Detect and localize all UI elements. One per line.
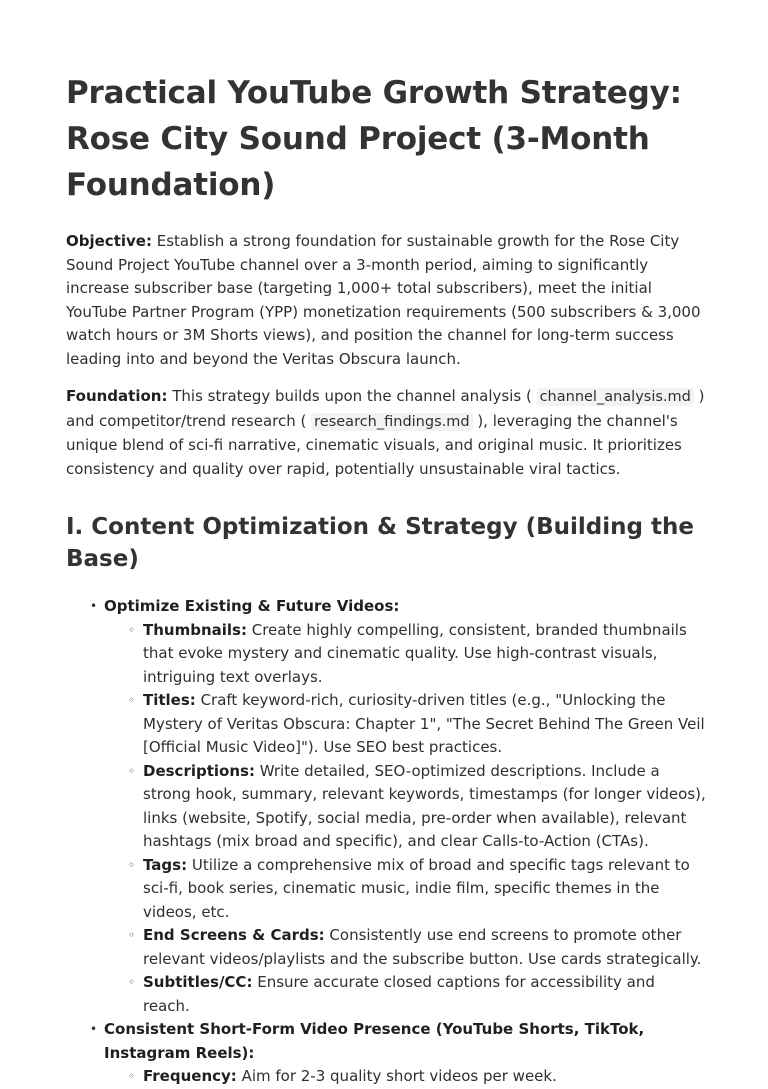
foundation-paragraph <box>66 385 706 481</box>
bullet-icon: • <box>90 599 98 613</box>
subitem-tags <box>128 854 706 925</box>
circle-bullet-icon: ◦ <box>128 693 136 707</box>
list-item-optimize-videos <box>90 595 706 1018</box>
subitem-text: Create highly compelling, consistent, branded thumbnails that evoke mystery and cinematic quality. Use high-contrast visuals, intriguing text overlays. <box>143 620 687 686</box>
list-item-short-form-video <box>90 1018 706 1089</box>
subitem-subtitles-cc <box>128 971 706 1018</box>
channel-analysis-filename: channel_analysis.md <box>537 388 694 406</box>
list-item-label: Optimize Existing & Future Videos: <box>104 597 400 615</box>
foundation-text-1: This strategy builds upon the channel analysis ( <box>167 387 537 405</box>
foundation-label: Foundation: <box>66 387 168 405</box>
objective-text: Establish a strong foundation for sustainable growth for the Rose City Sound Project YouTube channel over a 3-month period, aiming to significantly increase subscriber base (targeting 1,000+ total subscribers), meet the initial YouTube Partner Program (YPP) monetization requirements (500 subscribers & 3,000 watch hours or 3M Shorts views), and position the channel for long-term success leading into and beyond the Veritas Obscura launch. <box>66 232 701 368</box>
circle-bullet-icon: ◦ <box>128 622 136 637</box>
subitem-text: Utilize a comprehensive mix of broad and specific tags relevant to sci-fi, book series, cinematic music, indie film, specific themes in the videos, etc. <box>143 855 690 921</box>
circle-bullet-icon: ◦ <box>128 857 136 872</box>
circle-bullet-icon: ◦ <box>128 975 136 989</box>
subitem-label: Tags: <box>143 855 188 874</box>
sublist-short-form-video <box>104 1065 706 1089</box>
subitem-label: End Screens & Cards: <box>143 926 325 944</box>
subitem-descriptions <box>128 760 706 854</box>
subitem-label: Titles: <box>143 691 196 709</box>
subitem-titles <box>128 689 706 760</box>
subitem-label: Frequency: <box>143 1067 237 1085</box>
subitem-text: Consistently use end screens to promote other relevant videos/playlists and the subscribe button. Use cards strategically. <box>143 926 702 968</box>
objective-paragraph <box>66 230 706 371</box>
subitem-thumbnails <box>128 619 706 690</box>
sublist-optimize-videos <box>104 619 706 1019</box>
subitem-label: Thumbnails: <box>143 620 247 639</box>
subitem-label: Descriptions: <box>143 761 255 780</box>
foundation-text-2: ) and competitor/trend research ( <box>66 387 705 430</box>
subitem-text: Ensure accurate closed captions for accessibility and reach. <box>143 973 655 1015</box>
subitem-frequency <box>128 1065 706 1089</box>
document-title: Practical YouTube Growth Strategy: Rose City Sound Project (3-Month Foundation) <box>66 75 682 203</box>
subitem-text: Write detailed, SEO-optimized descriptions. Include a strong hook, summary, relevant keywords, timestamps (for longer videos), links (website, Spotify, social media, pre-order when available), relevant hashtags (mix broad and specific), and clear Calls-to-Action (CTAs). <box>143 761 706 850</box>
circle-bullet-icon: ◦ <box>128 928 136 942</box>
foundation-text-3: ), leveraging the channel's unique blend of sci-fi narrative, cinematic visuals, and original music. It prioritizes consistency and quality over rapid, potentially unsustainable viral tactics. <box>66 411 682 478</box>
research-findings-filename: research_findings.md <box>311 413 472 431</box>
subitem-text: Craft keyword-rich, curiosity-driven titles (e.g., "Unlocking the Mystery of Veritas Obscura: Chapter 1", "The Secret Behind The Green Veil [Official Music Video]"). Use SEO best practices. <box>143 691 705 756</box>
strategy-list <box>66 595 706 1089</box>
section-heading-content-optimization: I. Content Optimization & Strategy (Building the Base) <box>66 514 694 572</box>
circle-bullet-icon: ◦ <box>128 763 136 778</box>
list-item-label: Consistent Short-Form Video Presence (YouTube Shorts, TikTok, Instagram Reels): <box>104 1020 645 1062</box>
subitem-end-screens-cards <box>128 924 706 971</box>
objective-label: Objective: <box>66 232 152 250</box>
subitem-text: Aim for 2-3 quality short videos per week. <box>236 1067 557 1085</box>
subitem-label: Subtitles/CC: <box>143 973 253 991</box>
circle-bullet-icon: ◦ <box>128 1069 136 1083</box>
bullet-icon: • <box>90 1022 98 1036</box>
